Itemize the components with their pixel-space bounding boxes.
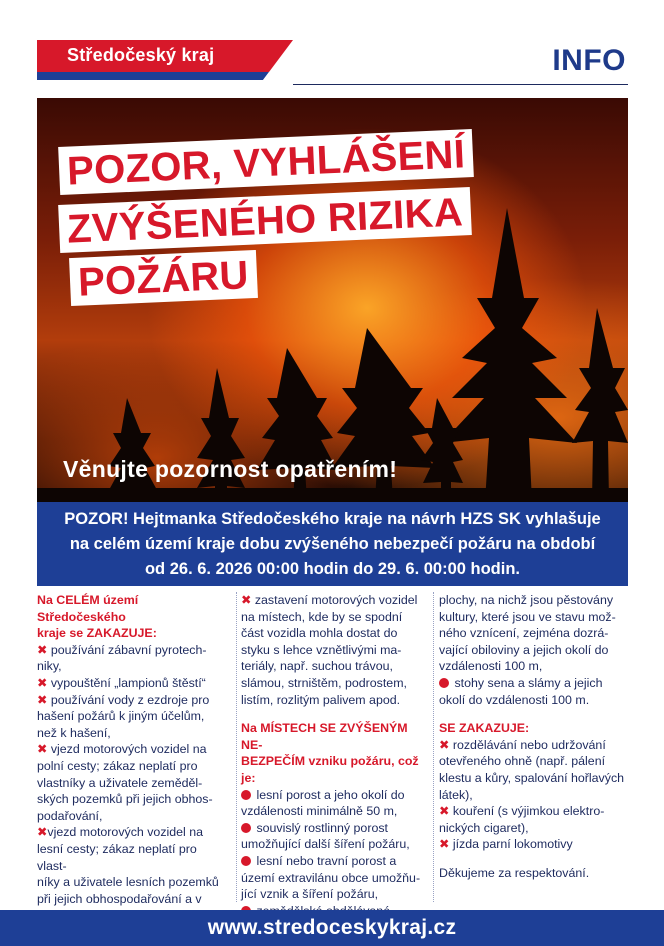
- column-3: [433, 592, 625, 902]
- column-1-heading: Na CELÉM území Středočeského: [37, 593, 139, 624]
- list-item: ✖ vjezd motorových vozidel na polní cesty; zákaz neplatí pro vlastníky a uživatele zeměděl- ských pozemků při jejich obhos- podařování,: [37, 742, 213, 823]
- cross-icon: ✖: [439, 804, 450, 819]
- thanks-text: Děkujeme za respektování.: [439, 865, 590, 880]
- headline-line-2: ZVÝŠENÉHO RIZIKA: [58, 187, 472, 253]
- list-item: lesní nebo travní porost a území extravilánu obce umožňu- jící vznik a šíření požáru,: [241, 853, 421, 902]
- cross-icon: ✖: [439, 737, 450, 752]
- cross-icon: ✖: [37, 642, 48, 657]
- hero-subtitle: Věnujte pozornost opatřením!: [63, 456, 398, 482]
- cross-icon: ✖: [37, 675, 48, 690]
- info-label: INFO: [552, 44, 626, 77]
- column-1: [37, 592, 229, 906]
- list-item: ✖ zastavení motorových vozidel na místech, kde by se spodní část vozidla mohla dostat do styku s lehce vznětlivými ma- teriály, např. suchou trávou, slámou, strništěm, podrostem, listím, rozlitým palivem apod.: [241, 593, 418, 707]
- column-3-heading: SE ZAKAZUJE:: [439, 721, 530, 736]
- cross-icon: ✖: [37, 742, 48, 757]
- footer-website-link[interactable]: www.stredoceskykraj.cz: [0, 910, 664, 946]
- column-2: [236, 592, 428, 902]
- brand-banner: [37, 40, 293, 72]
- announcement-box: [37, 502, 628, 586]
- red-dot-icon: [241, 823, 251, 833]
- announcement-line: POZOR! Hejtmanka Středočeského kraje na návrh HZS SK vyhlašuje: [64, 510, 601, 528]
- list-item: ✖ jízda parní lokomotivy: [439, 837, 573, 852]
- cross-icon: ✖: [37, 825, 48, 840]
- red-dot-icon: [241, 790, 251, 800]
- list-item: ✖ kouření (s výjimkou elektro- nických cigaret),: [439, 804, 605, 835]
- header-divider: [293, 84, 628, 85]
- list-item: ✖ používání zábavní pyrotech- niky,: [37, 642, 207, 674]
- cross-icon: ✖: [37, 692, 48, 707]
- red-dot-icon: [241, 856, 251, 866]
- column-1-heading: kraje se ZAKAZUJE:: [37, 626, 157, 641]
- announcement-line: na celém území kraje dobu zvýšeného nebezpečí požáru na období: [69, 535, 596, 553]
- list-item: ✖ používání vody z ezdroje pro hašení požárů k jiným účelům, než k hašení,: [37, 692, 210, 740]
- headline-line-3: POŽÁRU: [69, 250, 258, 306]
- list-item-continuation: plochy, na nichž jsou pěstovány kultury, které jsou ve stavu mož- ného vznícení, zejména dozrá- vající obiloviny a jejich okolí do vzdálenosti 100 m,: [439, 593, 616, 674]
- announcement-line: od 26. 6. 2026 00:00 hodin do 29. 6. 00:00 hodin.: [144, 560, 521, 578]
- rules-columns: [37, 592, 628, 906]
- brand-stripe: [37, 72, 293, 86]
- list-item: souvislý rostlinný porost umožňující další šíření požáru,: [241, 820, 410, 852]
- red-dot-icon: [439, 678, 449, 688]
- hero-image: [37, 98, 628, 502]
- cross-icon: ✖: [241, 593, 252, 607]
- list-item: lesní porost a jeho okolí do vzdálenosti minimálně 50 m,: [241, 787, 405, 819]
- list-item: ✖vjezd motorových vozidel na lesní cesty; zákaz neplatí pro vlast- níky a uživatele lesních pozemků při jejich obhospodařování a v: [37, 825, 219, 906]
- list-item: stohy sena a slámy a jejich okolí do vzdálenosti 100 m.: [439, 675, 603, 707]
- list-item: ✖ vypouštění „lampionů štěstí“: [37, 675, 206, 690]
- cross-icon: ✖: [439, 837, 450, 852]
- column-2-heading: BEZPEČÍM vzniku požáru, což je:: [241, 754, 419, 785]
- column-2-heading: Na MÍSTECH SE ZVÝŠENÝM NE-: [241, 721, 408, 752]
- headline-line-1: POZOR, VYHLÁŠENÍ: [58, 129, 474, 195]
- brand-name: Středočeský kraj: [67, 45, 215, 65]
- list-item: ✖ rozdělávání nebo udržování otevřeného ohně (např. pálení klestu a kůry, spalování hořlavých látek),: [439, 737, 625, 802]
